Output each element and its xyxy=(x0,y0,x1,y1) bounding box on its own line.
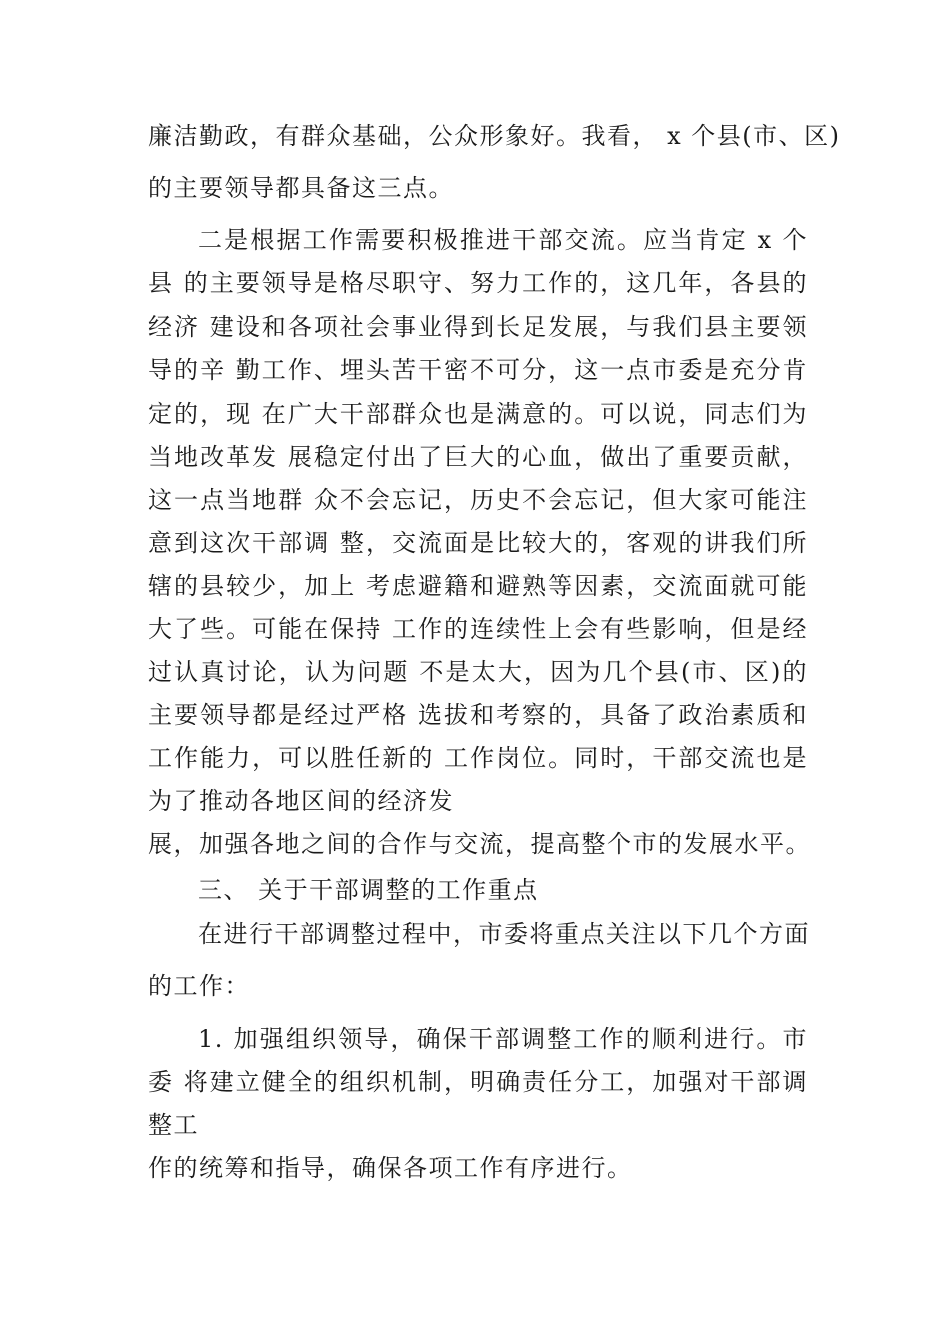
text-line: 意到这次干部调 整，交流面是比较大的，客观的讲我们所 xyxy=(148,529,808,557)
text-line: 主要领导都是经过严格 选拔和考察的，具备了政治素质和 xyxy=(148,701,808,729)
paragraph-start-line: 二是根据工作需要积极推进干部交流。应当肯定 x 个 xyxy=(198,226,808,254)
text-line: 大了些。可能在保持 工作的连续性上会有些影响，但是经 xyxy=(148,615,808,643)
list-item-line: 1. 加强组织领导，确保干部调整工作的顺利进行。市 xyxy=(198,1025,808,1053)
text-line: 作的统筹和指导，确保各项工作有序进行。 xyxy=(148,1154,633,1182)
text-line: 廉洁勤政，有群众基础，公众形象好。我看， x 个县(市、区) xyxy=(148,122,841,150)
text-line: 过认真讨论，认为问题 不是太大，因为几个县(市、区)的 xyxy=(148,658,808,686)
paragraph-start-line: 在进行干部调整过程中，市委将重点关注以下几个方面 xyxy=(198,920,810,948)
text-line: 委 将建立健全的组织机制，明确责任分工，加强对干部调 xyxy=(148,1068,808,1096)
text-line: 展，加强各地之间的合作与交流，提高整个市的发展水平。 xyxy=(148,830,811,858)
text-line: 导的辛 勤工作、埋头苦干密不可分，这一点市委是充分肯 xyxy=(148,356,808,384)
text-line: 工作能力，可以胜任新的 工作岗位。同时，干部交流也是 xyxy=(148,744,808,772)
text-line: 辖的县较少，加上 考虑避籍和避熟等因素，交流面就可能 xyxy=(148,572,808,600)
text-line: 县 的主要领导是格尽职守、努力工作的，这几年，各县的 xyxy=(148,269,808,297)
text-line: 经济 建设和各项社会事业得到长足发展，与我们县主要领 xyxy=(148,313,808,341)
text-line: 的主要领导都具备这三点。 xyxy=(148,174,454,202)
section-heading: 三、 关于干部调整的工作重点 xyxy=(198,876,539,904)
text-line: 定的，现 在广大干部群众也是满意的。可以说，同志们为 xyxy=(148,400,808,428)
text-line: 为了推动各地区间的经济发 xyxy=(148,787,454,815)
text-line: 的工作： xyxy=(148,972,250,1000)
text-line: 整工 xyxy=(148,1111,199,1139)
text-line: 这一点当地群 众不会忘记，历史不会忘记，但大家可能注 xyxy=(148,486,808,514)
text-line: 当地改革发 展稳定付出了巨大的心血，做出了重要贡献， xyxy=(148,443,808,471)
